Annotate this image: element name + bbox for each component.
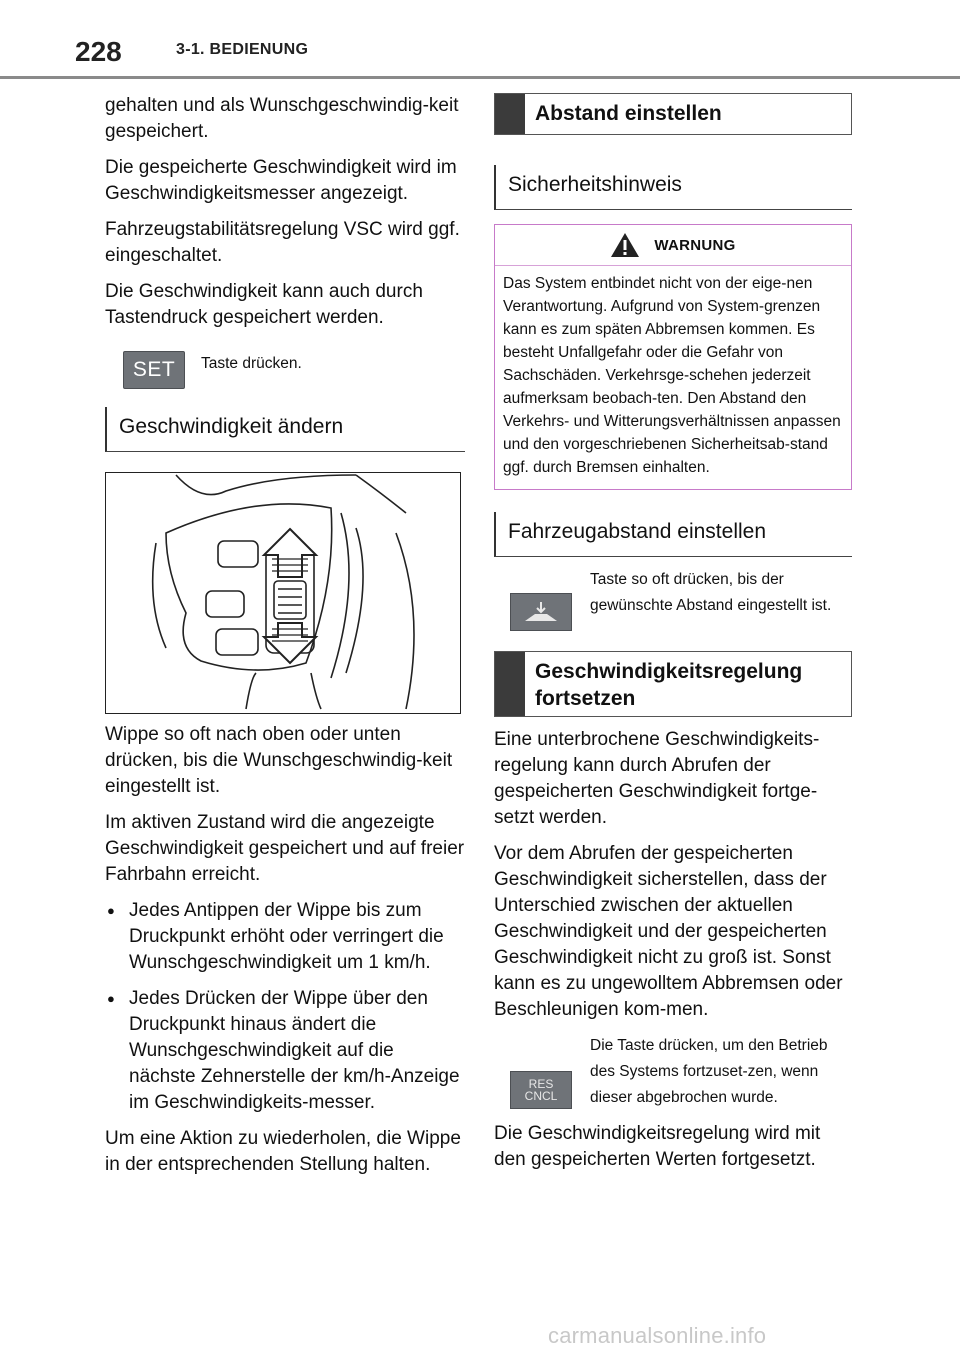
cncl-key-label: CNCL xyxy=(524,1089,558,1103)
final-paragraph: Die Geschwindigkeitsregelung wird mit den gespeicherten Werten fortgesetzt. xyxy=(494,1123,821,1170)
list-item: ● Jedes Antippen der Wippe bis zum Druckpunkt erhöht oder verringert die Wunschgeschwindigkeit um 1 km/h. xyxy=(105,898,465,976)
distance-heading: Abstand einstellen xyxy=(535,102,722,125)
intro-paragraph: Fahrzeugstabilitätsregelung VSC wird ggf. eingeschaltet. xyxy=(105,219,460,266)
warning-header xyxy=(495,225,851,266)
section-title: 3-1. BEDIENUNG xyxy=(176,41,309,58)
vehicle-distance-heading: Fahrzeugabstand einstellen xyxy=(494,512,852,557)
resume-paragraph: Eine unterbrochene Geschwindigkeits-regelung kann durch Abrufen der gespeicherten Geschwindigkeit fortge-setzt werden. xyxy=(494,729,820,828)
set-key-caption: Taste drücken. xyxy=(201,355,302,372)
steering-wheel-switch-illustration xyxy=(105,472,461,714)
resume-heading: Geschwindigkeitsregelung fortsetzen xyxy=(535,660,803,710)
distance-symbol-icon xyxy=(521,599,561,625)
right-column xyxy=(494,93,852,1183)
header-rule xyxy=(0,76,960,79)
left-column xyxy=(105,93,465,1188)
intro-paragraph: Die gespeicherte Geschwindigkeit wird im Geschwindigkeitsmesser angezeigt. xyxy=(105,157,457,204)
instruction-paragraph: Im aktiven Zustand wird die angezeigte Geschwindigkeit gespeichert und auf freier Fahrbahn erreicht. xyxy=(105,812,465,885)
distance-key-caption: Taste so oft drücken, bis der gewünschte Abstand eingestellt ist. xyxy=(590,571,832,614)
set-key-icon: SET xyxy=(123,351,185,389)
heading-bar xyxy=(495,94,525,134)
closing-paragraph: Um eine Aktion zu wiederholen, die Wippe in der entsprechenden Stellung halten. xyxy=(105,1128,461,1175)
distance-heading-box xyxy=(494,93,852,135)
warning-box xyxy=(494,224,852,490)
warning-text: Das System entbindet nicht von der eige-nen Verantwortung. Aufgrund von System-grenzen kann es zum späten Abbremsen kommen. Es besteht Unfallgefahr oder die Gefahr von Sachschäden. Verkehrsge-schehen jederzeit aufmerksam beobach-ten. Den Abstand den Verkehrs- und Witterungsverhältnissen anpassen und den vorgeschriebenen Sicherheitsab-stand ggf. durch Bremsen einhalten. xyxy=(503,275,841,476)
warning-title: WARNUNG xyxy=(654,236,736,254)
set-key-row xyxy=(123,351,465,389)
distance-key-row xyxy=(510,567,852,631)
intro-paragraph: Die Geschwindigkeit kann auch durch Tastendruck gespeichert werden. xyxy=(105,281,423,328)
res-key-caption: Die Taste drücken, um den Betrieb des Systems fortzuset-zen, wenn dieser abgebrochen wurde. xyxy=(590,1037,828,1106)
res-key-row xyxy=(510,1033,852,1111)
instruction-paragraph: Wippe so oft nach oben oder unten drücken, bis die Wunschgeschwindig-keit eingestellt ist. xyxy=(105,724,453,797)
resume-paragraph: Vor dem Abrufen der gespeicherten Geschwindigkeit sicherstellen, dass der Unterschied zwischen der aktuellen Geschwindigkeit und der gespeicherten Geschwindigkeit nicht zu groß ist. Sonst kann es zu ungewolltem Abbremsen oder Beschleunigen kom-men. xyxy=(494,843,843,1020)
page-header xyxy=(0,0,960,80)
bullet-list xyxy=(105,898,465,1116)
change-speed-heading: Geschwindigkeit ändern xyxy=(105,407,465,452)
list-item: ● Jedes Drücken der Wippe über den Druckpunkt hinaus ändert die Wunschgeschwindigkeit auf die nächste Zehnerstelle der km/h-Anzeige im Geschwindigkeits-messer. xyxy=(105,986,465,1116)
res-cncl-key-icon xyxy=(510,1071,572,1109)
warning-triangle-icon xyxy=(610,232,640,258)
page-number: 228 xyxy=(75,36,122,67)
distance-key-icon xyxy=(510,593,572,631)
resume-heading-box xyxy=(494,651,852,717)
res-key-label: RES xyxy=(528,1077,554,1091)
safety-heading: Sicherheitshinweis xyxy=(494,165,852,210)
steering-switch-drawing xyxy=(106,473,459,712)
watermark: carmanualsonline.info xyxy=(548,1323,767,1348)
intro-paragraph: gehalten und als Wunschgeschwindig-keit gespeichert. xyxy=(105,95,459,142)
heading-bar xyxy=(495,652,525,716)
